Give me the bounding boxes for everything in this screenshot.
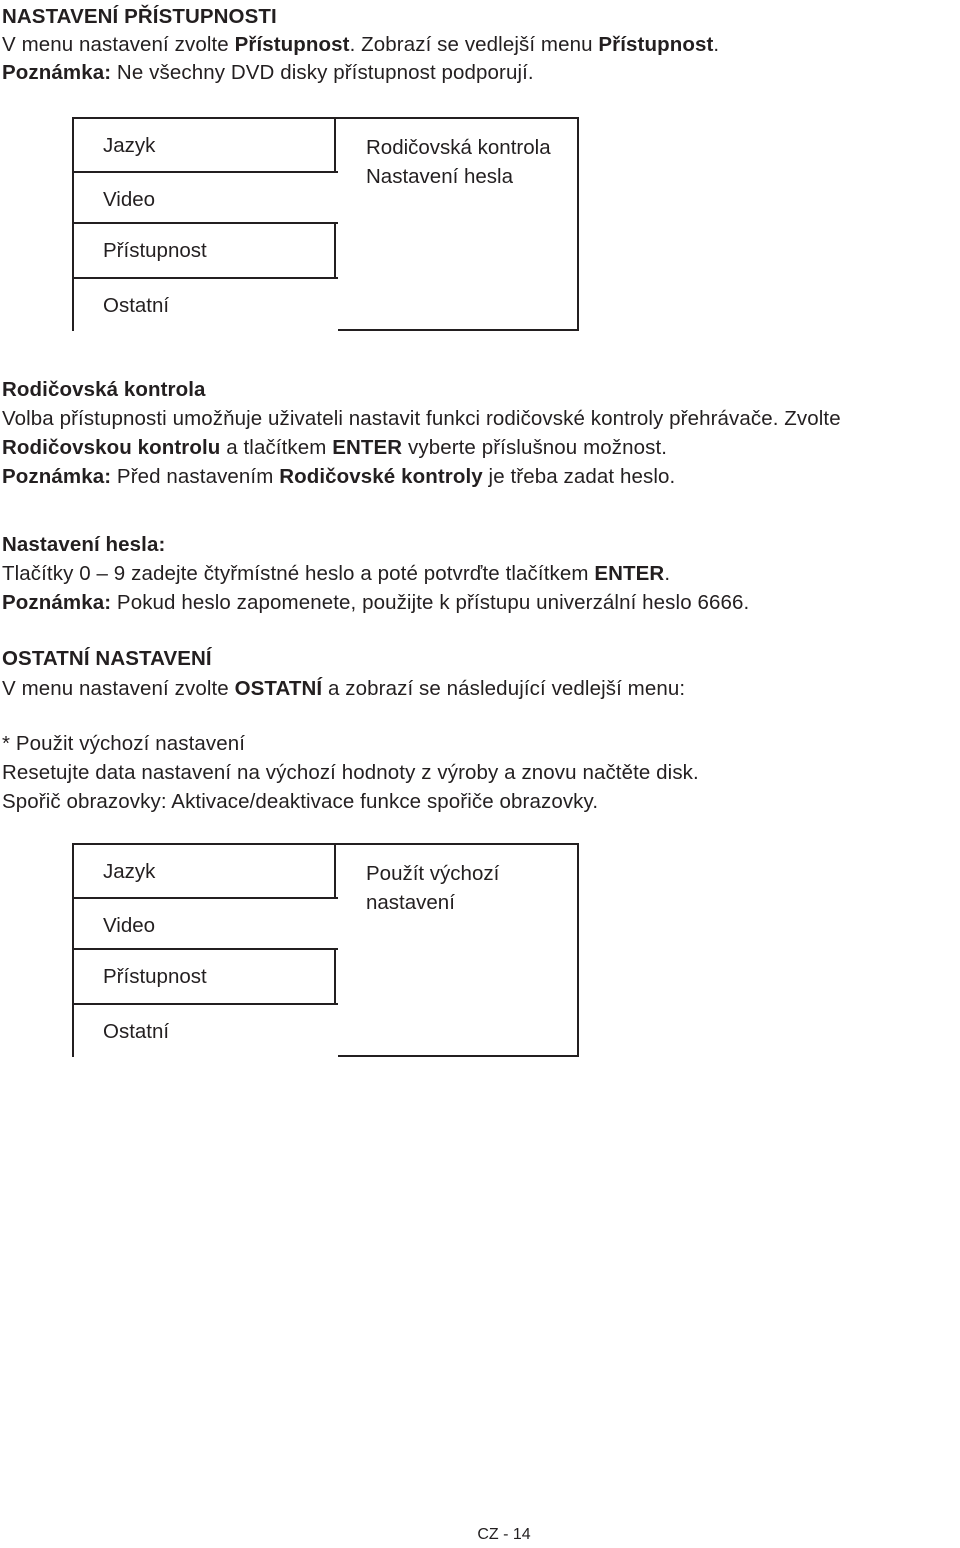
bold-term: Rodičovskou kontrolu xyxy=(2,436,221,459)
other-intro xyxy=(2,675,685,703)
bold-term: Přístupnost xyxy=(234,33,350,56)
submenu-item-password: Nastavení hesla xyxy=(366,165,514,188)
text-run: a zobrazí se následující vedlejší menu: xyxy=(322,677,686,700)
password-text xyxy=(2,560,670,588)
parental-control-note xyxy=(2,463,675,491)
section-heading-accessibility: NASTAVENÍ PŘÍSTUPNOSTI xyxy=(2,5,277,28)
bold-term: Rodičovské kontroly xyxy=(279,465,483,488)
menu-item-pristupnost: Přístupnost xyxy=(103,239,207,262)
note-text: Ne všechny DVD disky přístupnost podporují. xyxy=(111,61,534,84)
menu-item-jazyk: Jazyk xyxy=(103,134,156,157)
text-run: V menu nastavení zvolte xyxy=(2,677,235,700)
menu-item-ostatni: Ostatní xyxy=(74,277,338,331)
accessibility-intro xyxy=(2,31,719,59)
text-run: a tlačítkem xyxy=(220,436,333,459)
bold-term: Přístupnost xyxy=(598,33,714,56)
text-run: . xyxy=(664,562,671,585)
menu-item-jazyk: Jazyk xyxy=(103,860,156,883)
note-text: Pokud heslo zapomenete, použijte k přístupu univerzální heslo 6666. xyxy=(111,591,750,614)
parental-control-heading: Rodičovská kontrola xyxy=(2,378,206,401)
bold-term: ENTER xyxy=(594,562,665,585)
menu-item-video: Video xyxy=(74,171,338,224)
default-settings-description: Resetujte data nastavení na výchozí hodnoty z výroby a znovu načtěte disk. xyxy=(2,761,699,784)
parental-control-text-1: Volba přístupnosti umožňuje uživateli nastavit funkci rodičovské kontroly přehrávače. Zvolte xyxy=(2,407,841,430)
setup-menu-diagram-accessibility xyxy=(72,117,579,331)
text-run: V menu nastavení zvolte xyxy=(2,33,235,56)
menu-item-pristupnost: Přístupnost xyxy=(103,965,207,988)
note-label: Poznámka: xyxy=(2,61,112,84)
submenu-item-parental-control: Rodičovská kontrola xyxy=(366,136,551,159)
menu-item-video: Video xyxy=(74,897,338,950)
page-number: CZ - 14 xyxy=(477,1526,531,1543)
bold-term: ENTER xyxy=(332,436,403,459)
submenu-item-default-line-1: Použít výchozí xyxy=(366,862,500,885)
section-heading-other: OSTATNÍ NASTAVENÍ xyxy=(2,647,212,670)
text-run: Před nastavením xyxy=(111,465,280,488)
text-run: . Zobrazí se vedlejší menu xyxy=(349,33,599,56)
bold-term: OSTATNÍ xyxy=(234,677,323,700)
default-settings-title: * Použit výchozí nastavení xyxy=(2,732,246,755)
parental-control-text-2 xyxy=(2,434,667,462)
text-run: vyberte příslušnou možnost. xyxy=(402,436,668,459)
submenu xyxy=(366,859,499,917)
password-note xyxy=(2,589,749,617)
accessibility-note xyxy=(2,59,534,87)
screensaver-description: Spořič obrazovky: Aktivace/deaktivace funkce spořiče obrazovky. xyxy=(2,790,599,813)
menu-item-ostatni: Ostatní xyxy=(74,1003,338,1057)
setup-menu-diagram-other xyxy=(72,843,579,1057)
text-run: je třeba zadat heslo. xyxy=(482,465,676,488)
note-label: Poznámka: xyxy=(2,591,112,614)
submenu-item-default-line-2: nastavení xyxy=(366,891,455,914)
text-run: . xyxy=(713,33,720,56)
password-heading: Nastavení hesla: xyxy=(2,533,166,556)
submenu xyxy=(366,133,551,191)
note-label: Poznámka: xyxy=(2,465,112,488)
text-run: Tlačítky 0 – 9 zadejte čtyřmístné heslo a poté potvrďte tlačítkem xyxy=(2,562,595,585)
